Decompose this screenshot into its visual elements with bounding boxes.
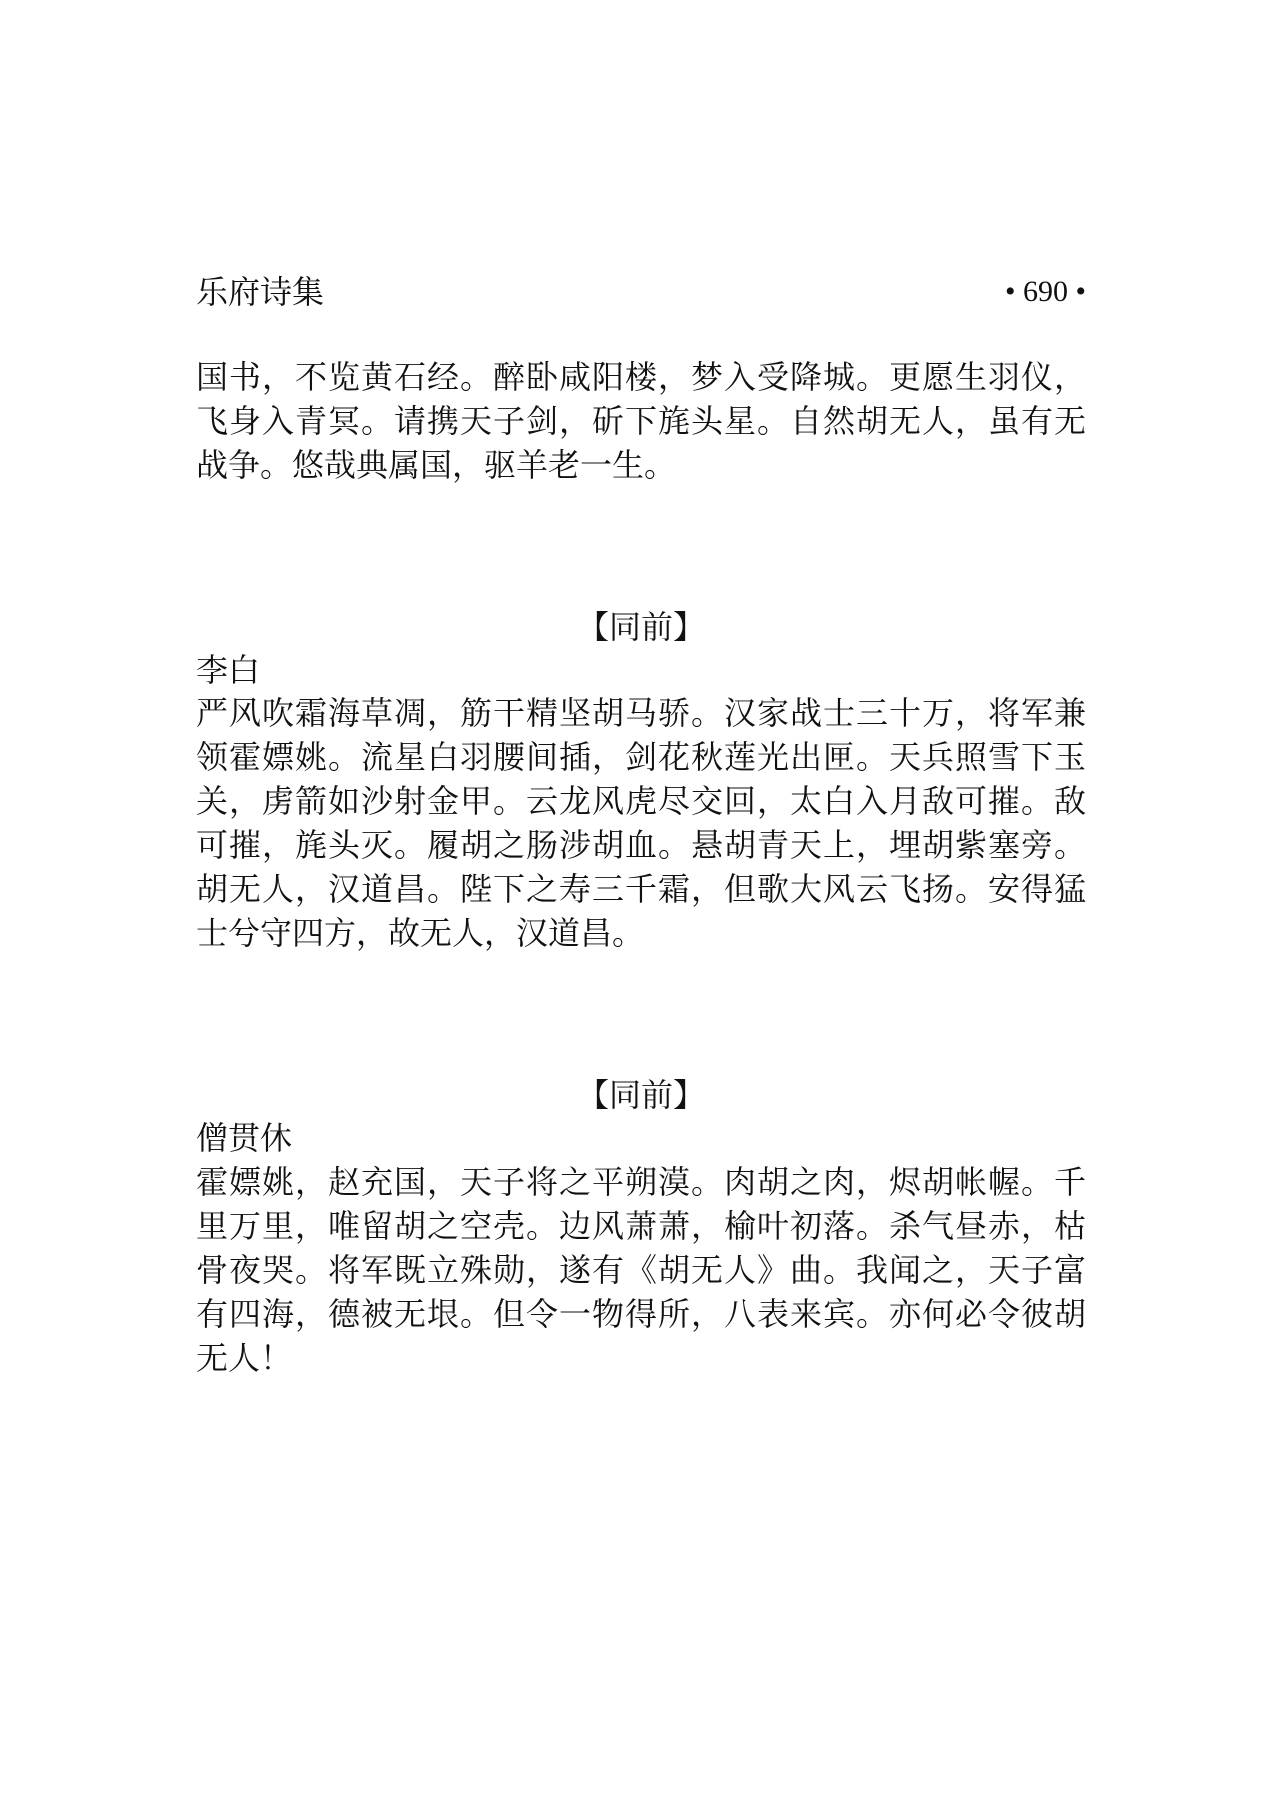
section-title: 【同前】 (576, 1076, 705, 1114)
running-header (196, 272, 1086, 312)
page-number: • 690 • (1004, 275, 1086, 308)
section-title: 【同前】 (576, 608, 705, 646)
poem-author: 僧贯休 (196, 1119, 293, 1157)
continuation-paragraph (196, 355, 1086, 487)
poem-body (196, 691, 1086, 955)
book-title: 乐府诗集 (196, 273, 325, 311)
poem-body (196, 1160, 1086, 1380)
poem-author: 李白 (196, 651, 261, 689)
continuation-text: 国书，不览黄石经。醉卧咸阳楼，梦入受降城。更愿生羽仪，飞身入青冥。请携天子剑，斫下旄头星。自然胡无人，虽有无战争。悠哉典属国，驱羊老一生。 (196, 358, 1086, 484)
poem-text: 霍嫖姚，赵充国，天子将之平朔漠。肉胡之肉，烬胡帐幄。千里万里，唯留胡之空壳。边风萧萧，榆叶初落。杀气昼赤，枯骨夜哭。将军既立殊勋，遂有《胡无人》曲。我闻之，天子富有四海，德被无垠。但令一物得所，八表来宾。亦何必令彼胡无人！ (196, 1163, 1086, 1377)
poem-text: 严风吹霜海草凋，筋干精坚胡马骄。汉家战士三十万，将军兼领霍嫖姚。流星白羽腰间插，剑花秋莲光出匣。天兵照雪下玉关，虏箭如沙射金甲。云龙风虎尽交回，太白入月敌可摧。敌可摧，旄头灭。履胡之肠涉胡血。悬胡青天上，埋胡紫塞旁。胡无人，汉道昌。陛下之寿三千霜，但歌大风云飞扬。安得猛士兮守四方，故无人，汉道昌。 (196, 694, 1086, 952)
